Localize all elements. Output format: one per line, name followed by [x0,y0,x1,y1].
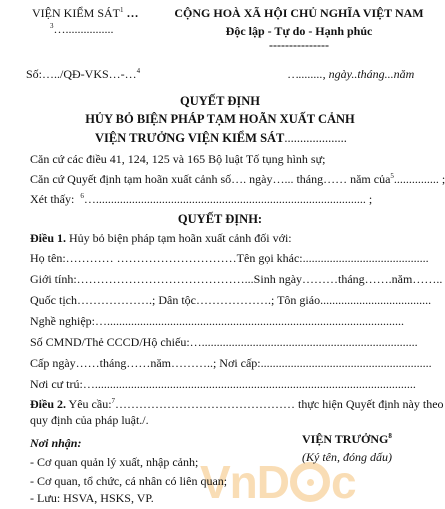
article-1: Điều 1. Hủy bỏ biện pháp tạm hoãn xuất cảnh đối với: [30,231,292,245]
field-residence: Nơi cư trú:…........................................................................................................... [30,377,416,391]
field-full-name: Họ tên:………… …………………………Tên gọi khác:.......................................... [30,251,429,265]
field-gender-dob: Giới tính:……………………………………...Sinh ngày………tháng…….năm…….. [30,272,443,286]
document-subtitle: HỦY BỎ BIỆN PHÁP TẠM HOÃN XUẤT CẢNH [85,112,355,126]
national-title: CỘNG HOÀ XÃ HỘI CHỦ NGHĨA VIỆT NAM [174,6,424,20]
issuing-authority: VIỆN TRƯỞNG VIỆN KIỂM SÁT.................... [95,131,347,145]
signature-note: (Ký tên, đóng dấu) [302,450,392,464]
motto-underline: --------------- [269,38,329,52]
motto: Độc lập - Tự do - Hạnh phúc [225,24,373,38]
recipients-title: Nơi nhận: [30,436,82,450]
field-issue-date: Cấp ngày……tháng……năm………..; Nơi cấp:......................................................... [30,356,432,370]
document-date: …........, ngày..tháng...năm [288,67,415,81]
recipient-item: - Cơ quan, tổ chức, cá nhân có liên quan; [30,474,228,488]
basis-consideration: Xét thấy: $^6$….......................................................................................... ; [30,192,373,206]
recipient-item: - Lưu: HSVA, HSKS, VP. [30,491,154,505]
field-id-number: Số CMND/Thẻ CCCD/Hộ chiếu:…........................................................................ [30,335,418,349]
signature-title: VIỆN TRƯỞNG$^8$ [302,432,392,446]
watermark-o-icon [290,462,330,502]
document-title: QUYẾT ĐỊNH [180,94,260,108]
field-nationality: Quốc tịch……………….; Dân tộc……………….; Tôn giáo..................................... [30,293,432,307]
basis-law: Căn cứ các điều 41, 124, 125 và 165 Bộ luật Tố tụng hình sự; [30,152,326,166]
document-number: Số:…../QĐ-VKS…-…$^4$ [26,67,141,81]
watermark-text-b: c [331,456,356,508]
watermark-text-a: VnD [200,456,289,508]
basis-decision: Căn cứ Quyết định tạm hoãn xuất cảnh số…. ngày…... tháng…… năm của$^5$............... ; [30,172,445,186]
article-2-line-2: quy định của pháp luật./. [30,413,149,427]
agency-name: VIỆN KIỂM SÁT$^1$ … [32,6,139,20]
field-occupation: Nghề nghiệp:…................................................................................................... [30,314,404,328]
decision-heading: QUYẾT ĐỊNH: [177,212,263,226]
article-2: Điều 2. Yêu cầu:$^7$……………………………………… thực hiện Quyết định này theo [30,397,444,411]
agency-sub: $^3$…................ [50,22,114,36]
recipient-item: - Cơ quan quản lý xuất, nhập cảnh; [30,455,199,469]
